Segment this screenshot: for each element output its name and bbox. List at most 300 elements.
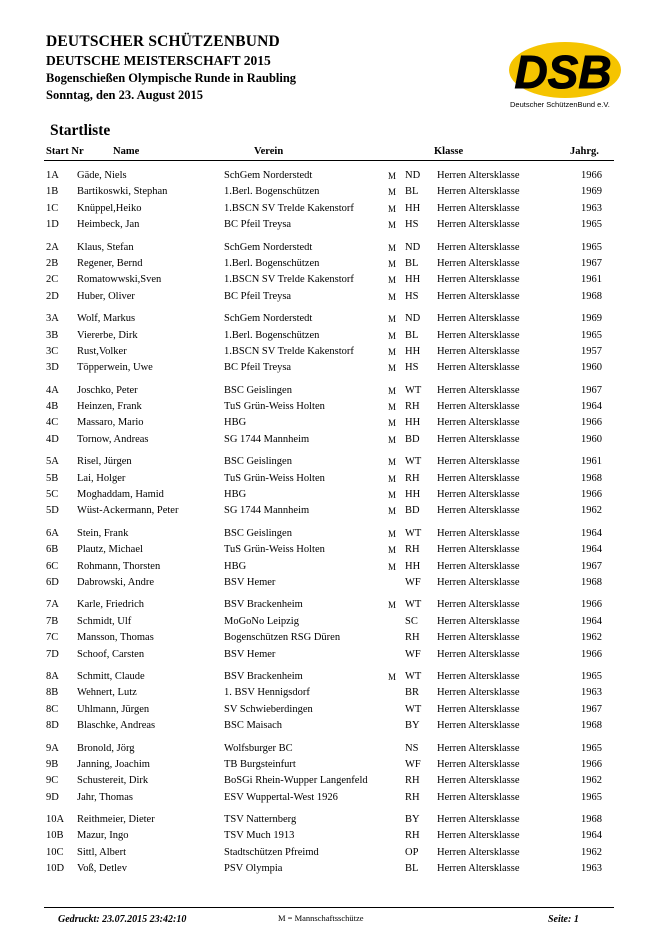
start-number: 7A bbox=[46, 599, 59, 611]
birth-year: 1966 bbox=[581, 758, 602, 770]
page-number: Seite: 1 bbox=[548, 914, 579, 925]
club-name: TSV Natternberg bbox=[224, 814, 297, 826]
table-row bbox=[0, 432, 664, 448]
start-number: 8B bbox=[46, 687, 59, 699]
class-name: Herren Altersklasse bbox=[437, 456, 520, 468]
table-row bbox=[0, 487, 664, 503]
birth-year: 1963 bbox=[581, 202, 602, 214]
footer-rule bbox=[44, 907, 614, 908]
start-number: 5B bbox=[46, 472, 59, 484]
table-row bbox=[0, 454, 664, 470]
archer-name: Rohmann, Thorsten bbox=[77, 560, 161, 572]
table-row bbox=[0, 575, 664, 591]
archer-name: Mazur, Ingo bbox=[77, 830, 129, 842]
team-marker: M bbox=[388, 275, 397, 286]
class-name: Herren Altersklasse bbox=[437, 527, 520, 539]
start-number: 10A bbox=[46, 814, 65, 826]
state-code: WT bbox=[405, 456, 422, 468]
logo-subtitle: Deutscher SchützenBund e.V. bbox=[510, 100, 610, 109]
archer-name: Janning, Joachim bbox=[77, 758, 150, 770]
club-name: TSV Much 1913 bbox=[224, 830, 295, 842]
club-name: BC Pfeil Treysa bbox=[224, 290, 292, 302]
table-row bbox=[0, 184, 664, 200]
col-header-jahrg: Jahrg. bbox=[570, 146, 599, 157]
club-name: TuS Grün-Weiss Holten bbox=[224, 472, 325, 484]
state-code: BL bbox=[405, 257, 419, 269]
club-name: HBG bbox=[224, 417, 247, 429]
header-rule bbox=[44, 160, 614, 161]
archer-name: Moghaddam, Hamid bbox=[77, 489, 164, 501]
team-marker: M bbox=[388, 385, 397, 396]
start-number: 10B bbox=[46, 830, 64, 842]
club-name: BC Pfeil Treysa bbox=[224, 219, 292, 231]
start-number: 1C bbox=[46, 202, 59, 214]
start-number: 5C bbox=[46, 489, 59, 501]
birth-year: 1967 bbox=[581, 703, 602, 715]
archer-name: Viererbe, Dirk bbox=[77, 329, 138, 341]
team-marker: M bbox=[388, 506, 397, 517]
table-row bbox=[0, 773, 664, 789]
birth-year: 1962 bbox=[581, 775, 602, 787]
state-code: HH bbox=[405, 345, 421, 357]
team-marker: M bbox=[388, 528, 397, 539]
archer-name: Gäde, Niels bbox=[77, 170, 127, 181]
table-row bbox=[0, 168, 664, 184]
start-number: 6C bbox=[46, 560, 59, 572]
start-number: 2A bbox=[46, 241, 59, 253]
start-list bbox=[0, 168, 664, 884]
archer-name: Karle, Friedrich bbox=[77, 599, 145, 611]
archer-name: Heinzen, Frank bbox=[77, 401, 142, 413]
col-header-verein: Verein bbox=[254, 146, 284, 157]
club-name: 1.BSCN SV Trelde Kakenstorf bbox=[224, 202, 354, 214]
state-code: HS bbox=[405, 290, 419, 302]
club-name: BSC Geislingen bbox=[224, 456, 292, 468]
team-marker: M bbox=[388, 457, 397, 468]
class-name: Herren Altersklasse bbox=[437, 505, 520, 517]
state-code: BL bbox=[405, 863, 419, 875]
state-code: RH bbox=[405, 401, 420, 413]
archer-name: Joschko, Peter bbox=[77, 384, 138, 396]
club-name: SchGem Norderstedt bbox=[224, 170, 313, 181]
team-marker: M bbox=[388, 346, 397, 357]
table-row bbox=[0, 240, 664, 256]
archer-name: Plautz, Michael bbox=[77, 544, 143, 556]
state-code: HH bbox=[405, 489, 421, 501]
archer-name: Mansson, Thomas bbox=[77, 632, 154, 644]
start-group bbox=[0, 311, 664, 377]
birth-year: 1961 bbox=[581, 456, 602, 468]
class-name: Herren Altersklasse bbox=[437, 670, 520, 682]
birth-year: 1964 bbox=[581, 615, 602, 627]
state-code: ND bbox=[405, 241, 421, 253]
birth-year: 1964 bbox=[581, 527, 602, 539]
start-number: 1A bbox=[46, 170, 59, 181]
birth-year: 1960 bbox=[581, 433, 602, 445]
table-row bbox=[0, 272, 664, 288]
team-marker: M bbox=[388, 473, 397, 484]
start-group bbox=[0, 454, 664, 520]
table-row bbox=[0, 669, 664, 685]
state-code: RH bbox=[405, 544, 420, 556]
state-code: NS bbox=[405, 742, 419, 754]
club-name: BSC Geislingen bbox=[224, 384, 292, 396]
class-name: Herren Altersklasse bbox=[437, 830, 520, 842]
start-number: 5D bbox=[46, 505, 59, 517]
state-code: RH bbox=[405, 830, 420, 842]
table-row bbox=[0, 344, 664, 360]
table-row bbox=[0, 383, 664, 399]
class-name: Herren Altersklasse bbox=[437, 775, 520, 787]
birth-year: 1968 bbox=[581, 720, 602, 732]
start-group bbox=[0, 526, 664, 592]
class-name: Herren Altersklasse bbox=[437, 758, 520, 770]
class-name: Herren Altersklasse bbox=[437, 599, 520, 611]
club-name: BC Pfeil Treysa bbox=[224, 362, 292, 374]
team-marker: M bbox=[388, 434, 397, 445]
state-code: SC bbox=[405, 615, 418, 627]
team-marker: M bbox=[388, 561, 397, 572]
team-marker: M bbox=[388, 314, 397, 325]
class-name: Herren Altersklasse bbox=[437, 632, 520, 644]
team-marker: M bbox=[388, 187, 397, 198]
start-number: 9A bbox=[46, 742, 59, 754]
class-name: Herren Altersklasse bbox=[437, 401, 520, 413]
birth-year: 1969 bbox=[581, 186, 602, 198]
archer-name: Schustereit, Dirk bbox=[77, 775, 149, 787]
archer-name: Schmitt, Claude bbox=[77, 670, 145, 682]
club-name: BSV Brackenheim bbox=[224, 670, 303, 682]
table-row bbox=[0, 597, 664, 613]
birth-year: 1957 bbox=[581, 345, 602, 357]
club-name: SG 1744 Mannheim bbox=[224, 433, 310, 445]
start-number: 3D bbox=[46, 362, 59, 374]
archer-name: Uhlmann, Jürgen bbox=[77, 703, 150, 715]
archer-name: Romatowwski,Sven bbox=[77, 274, 162, 286]
class-name: Herren Altersklasse bbox=[437, 313, 520, 325]
state-code: RH bbox=[405, 775, 420, 787]
table-row bbox=[0, 630, 664, 646]
start-number: 7C bbox=[46, 632, 59, 644]
class-name: Herren Altersklasse bbox=[437, 257, 520, 269]
birth-year: 1966 bbox=[581, 648, 602, 660]
start-group bbox=[0, 812, 664, 878]
class-name: Herren Altersklasse bbox=[437, 576, 520, 588]
birth-year: 1966 bbox=[581, 170, 602, 181]
table-row bbox=[0, 559, 664, 575]
class-name: Herren Altersklasse bbox=[437, 615, 520, 627]
start-number: 7D bbox=[46, 648, 59, 660]
table-row bbox=[0, 526, 664, 542]
event-title: Bogenschießen Olympische Runde in Raubling bbox=[46, 71, 297, 85]
class-name: Herren Altersklasse bbox=[437, 544, 520, 556]
class-name: Herren Altersklasse bbox=[437, 863, 520, 875]
state-code: WT bbox=[405, 527, 422, 539]
archer-name: Jahr, Thomas bbox=[77, 791, 133, 803]
birth-year: 1966 bbox=[581, 489, 602, 501]
table-row bbox=[0, 289, 664, 305]
archer-name: Reithmeier, Dieter bbox=[77, 814, 155, 826]
table-row bbox=[0, 845, 664, 861]
table-row bbox=[0, 757, 664, 773]
start-number: 4B bbox=[46, 401, 59, 413]
birth-year: 1967 bbox=[581, 257, 602, 269]
state-code: WT bbox=[405, 670, 422, 682]
team-marker: M bbox=[388, 490, 397, 501]
club-name: 1.Berl. Bogenschützen bbox=[224, 257, 320, 269]
table-row bbox=[0, 542, 664, 558]
team-marker: M bbox=[388, 418, 397, 429]
state-code: WF bbox=[405, 576, 421, 588]
archer-name: Töpperwein, Uwe bbox=[77, 362, 153, 374]
start-number: 2B bbox=[46, 257, 59, 269]
class-name: Herren Altersklasse bbox=[437, 384, 520, 396]
club-name: HBG bbox=[224, 489, 247, 501]
team-marker: M bbox=[388, 600, 397, 611]
birth-year: 1961 bbox=[581, 274, 602, 286]
table-row bbox=[0, 647, 664, 663]
archer-name: Rust,Volker bbox=[77, 345, 127, 357]
archer-name: Wüst-Ackermann, Peter bbox=[77, 505, 179, 517]
table-row bbox=[0, 718, 664, 734]
class-name: Herren Altersklasse bbox=[437, 170, 520, 181]
logo-text: DSB bbox=[514, 46, 612, 98]
archer-name: Regener, Bernd bbox=[77, 257, 143, 269]
club-name: BSV Hemer bbox=[224, 576, 276, 588]
club-name: TuS Grün-Weiss Holten bbox=[224, 544, 325, 556]
birth-year: 1969 bbox=[581, 313, 602, 325]
birth-year: 1960 bbox=[581, 362, 602, 374]
class-name: Herren Altersklasse bbox=[437, 720, 520, 732]
state-code: HS bbox=[405, 362, 419, 374]
start-number: 4A bbox=[46, 384, 59, 396]
state-code: BL bbox=[405, 329, 419, 341]
state-code: HH bbox=[405, 274, 421, 286]
start-number: 10D bbox=[46, 863, 65, 875]
state-code: BY bbox=[405, 720, 420, 732]
birth-year: 1965 bbox=[581, 742, 602, 754]
team-marker: M bbox=[388, 291, 397, 302]
archer-name: Stein, Frank bbox=[77, 527, 129, 539]
team-marker: M bbox=[388, 671, 397, 682]
archer-name: Lai, Holger bbox=[77, 472, 126, 484]
state-code: WF bbox=[405, 648, 421, 660]
team-marker: M bbox=[388, 242, 397, 253]
state-code: WT bbox=[405, 703, 422, 715]
class-name: Herren Altersklasse bbox=[437, 202, 520, 214]
club-name: SchGem Norderstedt bbox=[224, 313, 313, 325]
archer-name: Bronold, Jörg bbox=[77, 742, 135, 754]
class-name: Herren Altersklasse bbox=[437, 219, 520, 231]
state-code: WT bbox=[405, 599, 422, 611]
class-name: Herren Altersklasse bbox=[437, 742, 520, 754]
col-header-name: Name bbox=[113, 146, 140, 157]
start-number: 8C bbox=[46, 703, 59, 715]
table-row bbox=[0, 741, 664, 757]
start-number: 5A bbox=[46, 456, 59, 468]
archer-name: Massaro, Mario bbox=[77, 417, 144, 429]
table-row bbox=[0, 415, 664, 431]
team-marker: M bbox=[388, 203, 397, 214]
start-number: 3A bbox=[46, 313, 59, 325]
birth-year: 1968 bbox=[581, 290, 602, 302]
table-row bbox=[0, 328, 664, 344]
class-name: Herren Altersklasse bbox=[437, 472, 520, 484]
club-name: ESV Wuppertal-West 1926 bbox=[224, 791, 338, 803]
archer-name: Risel, Jürgen bbox=[77, 456, 132, 468]
birth-year: 1964 bbox=[581, 830, 602, 842]
archer-name: Wehnert, Lutz bbox=[77, 687, 137, 699]
table-row bbox=[0, 399, 664, 415]
club-name: MoGoNo Leipzig bbox=[224, 615, 299, 627]
championship-title: DEUTSCHE MEISTERSCHAFT 2015 bbox=[46, 53, 271, 68]
club-name: Bogenschützen RSG Düren bbox=[224, 632, 341, 644]
state-code: HH bbox=[405, 560, 421, 572]
birth-year: 1963 bbox=[581, 687, 602, 699]
birth-year: 1965 bbox=[581, 329, 602, 341]
team-marker: M bbox=[388, 171, 397, 181]
birth-year: 1966 bbox=[581, 599, 602, 611]
class-name: Herren Altersklasse bbox=[437, 241, 520, 253]
start-group bbox=[0, 597, 664, 663]
club-name: 1.BSCN SV Trelde Kakenstorf bbox=[224, 274, 354, 286]
start-group bbox=[0, 383, 664, 449]
team-marker: M bbox=[388, 330, 397, 341]
club-name: 1. BSV Hennigsdorf bbox=[224, 687, 310, 699]
start-number: 6D bbox=[46, 576, 59, 588]
class-name: Herren Altersklasse bbox=[437, 186, 520, 198]
club-name: SV Schwieberdingen bbox=[224, 703, 313, 715]
table-row bbox=[0, 861, 664, 877]
team-marker: M bbox=[388, 545, 397, 556]
start-number: 1B bbox=[46, 186, 59, 198]
class-name: Herren Altersklasse bbox=[437, 345, 520, 357]
class-name: Herren Altersklasse bbox=[437, 433, 520, 445]
class-name: Herren Altersklasse bbox=[437, 417, 520, 429]
birth-year: 1963 bbox=[581, 863, 602, 875]
start-number: 2C bbox=[46, 274, 59, 286]
state-code: RH bbox=[405, 632, 420, 644]
class-name: Herren Altersklasse bbox=[437, 846, 520, 858]
birth-year: 1968 bbox=[581, 576, 602, 588]
start-number: 7B bbox=[46, 615, 59, 627]
birth-year: 1968 bbox=[581, 472, 602, 484]
club-name: BoSGi Rhein-Wupper Langenfeld bbox=[224, 775, 368, 787]
class-name: Herren Altersklasse bbox=[437, 687, 520, 699]
birth-year: 1965 bbox=[581, 241, 602, 253]
archer-name: Voß, Detlev bbox=[77, 863, 127, 875]
start-number: 10C bbox=[46, 846, 64, 858]
class-name: Herren Altersklasse bbox=[437, 648, 520, 660]
table-row bbox=[0, 614, 664, 630]
birth-year: 1968 bbox=[581, 814, 602, 826]
archer-name: Heimbeck, Jan bbox=[77, 219, 140, 231]
start-number: 6B bbox=[46, 544, 59, 556]
table-row bbox=[0, 360, 664, 376]
table-row bbox=[0, 471, 664, 487]
start-number: 6A bbox=[46, 527, 59, 539]
archer-name: Blaschke, Andreas bbox=[77, 720, 156, 732]
class-name: Herren Altersklasse bbox=[437, 703, 520, 715]
table-row bbox=[0, 828, 664, 844]
class-name: Herren Altersklasse bbox=[437, 290, 520, 302]
archer-name: Knüppel,Heiko bbox=[77, 202, 142, 214]
team-marker: M bbox=[388, 220, 397, 231]
start-number: 1D bbox=[46, 219, 59, 231]
table-row bbox=[0, 256, 664, 272]
state-code: ND bbox=[405, 170, 421, 181]
archer-name: Wolf, Markus bbox=[77, 313, 136, 325]
class-name: Herren Altersklasse bbox=[437, 814, 520, 826]
birth-year: 1965 bbox=[581, 791, 602, 803]
archer-name: Tornow, Andreas bbox=[77, 433, 149, 445]
state-code: BD bbox=[405, 505, 420, 517]
birth-year: 1967 bbox=[581, 384, 602, 396]
table-row bbox=[0, 201, 664, 217]
class-name: Herren Altersklasse bbox=[437, 362, 520, 374]
archer-name: Huber, Oliver bbox=[77, 290, 135, 302]
class-name: Herren Altersklasse bbox=[437, 489, 520, 501]
table-row bbox=[0, 702, 664, 718]
club-name: BSC Geislingen bbox=[224, 527, 292, 539]
club-name: PSV Olympia bbox=[224, 863, 283, 875]
table-row bbox=[0, 790, 664, 806]
club-name: BSV Brackenheim bbox=[224, 599, 303, 611]
class-name: Herren Altersklasse bbox=[437, 329, 520, 341]
start-number: 3B bbox=[46, 329, 59, 341]
club-name: SchGem Norderstedt bbox=[224, 241, 313, 253]
birth-year: 1966 bbox=[581, 417, 602, 429]
print-timestamp: Gedruckt: 23.07.2015 23:42:10 bbox=[58, 914, 187, 925]
start-number: 4D bbox=[46, 433, 59, 445]
state-code: RH bbox=[405, 791, 420, 803]
state-code: OP bbox=[405, 846, 419, 858]
birth-year: 1965 bbox=[581, 219, 602, 231]
club-name: TB Burgsteinfurt bbox=[224, 758, 296, 770]
federation-name: DEUTSCHER SCHÜTZENBUND bbox=[46, 33, 280, 50]
table-row bbox=[0, 685, 664, 701]
team-marker: M bbox=[388, 402, 397, 413]
club-name: TuS Grün-Weiss Holten bbox=[224, 401, 325, 413]
birth-year: 1964 bbox=[581, 544, 602, 556]
page-title: Startliste bbox=[50, 122, 111, 139]
start-group bbox=[0, 669, 664, 735]
start-number: 8A bbox=[46, 670, 59, 682]
archer-name: Klaus, Stefan bbox=[77, 241, 134, 253]
club-name: HBG bbox=[224, 560, 247, 572]
state-code: WT bbox=[405, 384, 422, 396]
state-code: RH bbox=[405, 472, 420, 484]
birth-year: 1962 bbox=[581, 632, 602, 644]
start-group bbox=[0, 741, 664, 807]
start-number: 2D bbox=[46, 290, 59, 302]
start-group bbox=[0, 168, 664, 234]
class-name: Herren Altersklasse bbox=[437, 560, 520, 572]
birth-year: 1964 bbox=[581, 401, 602, 413]
class-name: Herren Altersklasse bbox=[437, 791, 520, 803]
archer-name: Schoof, Carsten bbox=[77, 648, 145, 660]
document-header bbox=[46, 33, 296, 104]
col-header-klasse: Klasse bbox=[434, 146, 464, 157]
birth-year: 1967 bbox=[581, 560, 602, 572]
club-name: Wolfsburger BC bbox=[224, 742, 293, 754]
table-row bbox=[0, 311, 664, 327]
state-code: BL bbox=[405, 186, 419, 198]
club-name: 1.Berl. Bogenschützen bbox=[224, 186, 320, 198]
state-code: HS bbox=[405, 219, 419, 231]
birth-year: 1962 bbox=[581, 846, 602, 858]
table-row bbox=[0, 217, 664, 233]
